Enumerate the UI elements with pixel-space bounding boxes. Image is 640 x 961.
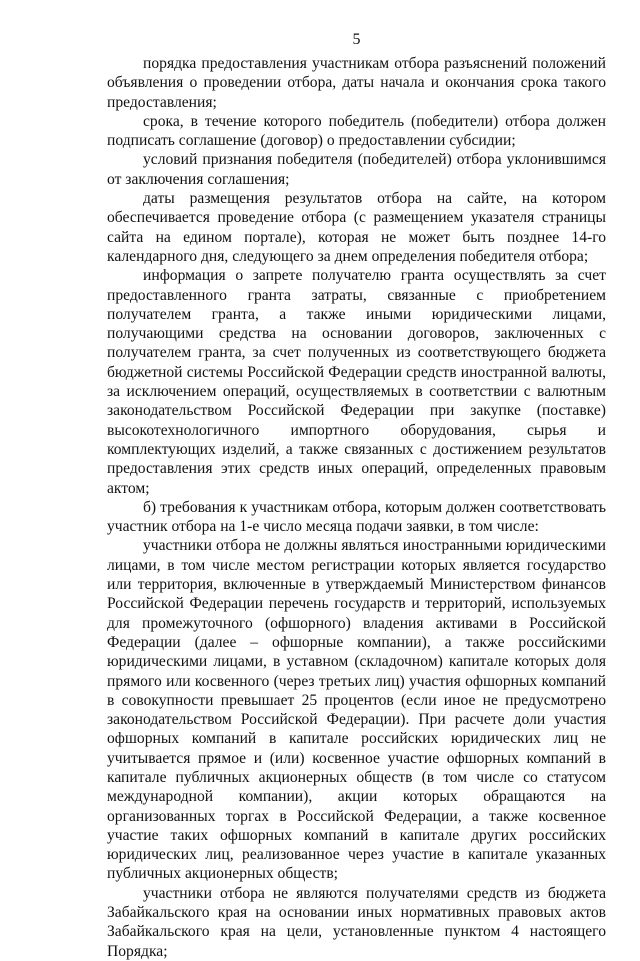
paragraph-budget-recipients: участники отбора не являются получателями средств из бюджета Забайкальского края на основании иных нормативных правовых актов Забайкальского края на цели, установленные пунктом 4 настоящего Порядка; [107, 884, 606, 960]
paragraph-participant-requirements: б) требования к участникам отбора, которым должен соответствовать участник отбора на 1-е число месяца подачи заявки, в том числе: [107, 498, 606, 536]
paragraph-evasion-conditions: условий признания победителя (победителей) отбора уклонившимся от заключения соглашения; [107, 151, 606, 188]
paragraph-agreement-deadline: срока, в течение которого победитель (победители) отбора должен подписать соглашение (договор) о предоставлении субсидии; [107, 112, 606, 150]
paragraph-offshore-companies: участники отбора не должны являться иностранными юридическими лицами, в том числе местом регистрации которых является государство или территория, включенные в утверждаемый Министерством финансов Российской Федерации перечень государств и территорий, используемых для промежуточного (офшорного) владения активами в Российской Федерации (далее – офшорные компании), а также российскими юридическими лицами, в уставном (складочном) капитале которых доля прямого или косвенного (через третьих лиц) участия офшорных компаний в совокупности превышает 25 процентов (если иное не предусмотрено законодательством Российской Федерации). При расчете доли участия офшорных компаний в капитале российских юридических лиц не учитывается прямое и (или) косвенное участие офшорных компаний в капитале публичных акционерных обществ (в том числе со статусом международной компании), акции которых обращаются на организованных торгах в Российской Федерации, а также косвенное участие таких офшорных компаний в капитале других российских юридических лиц, реализованное через участие в капитале указанных публичных акционерных обществ; [107, 537, 606, 883]
paragraph-results-publication: даты размещения результатов отбора на сайте, на котором обеспечивается проведение отбора (с размещением указателя страницы сайта на едином портале), которая не может быть позднее 14-го календарного дня, следующего за днем определения победителя отбора; [107, 190, 606, 265]
paragraph-procedure-clarifications: порядка предоставления участникам отбора разъяснений положений объявления о проведении отбора, даты начала и окончания срока такого предоставления; [107, 55, 606, 111]
page-number: 5 [352, 31, 361, 48]
document-body [107, 54, 606, 961]
paragraph-currency-prohibition: информация о запрете получателю гранта осуществлять за счет предоставленного гранта затраты, связанные с приобретением получателем гранта, а также иными юридическими лицами, получающими средства на основании договоров, заключенных с получателем гранта, за счет полученных из соответствующего бюджета бюджетной системы Российской Федерации средств иностранной валюты, за исключением операций, осуществляемых в соответствии с валютным законодательством Российской Федерации при закупке (поставке) высокотехнологичного импортного оборудования, сырья и комплектующих изделий, а также связанных с достижением результатов предоставления этих средств иных операций, определенных правовым актом; [107, 267, 606, 497]
